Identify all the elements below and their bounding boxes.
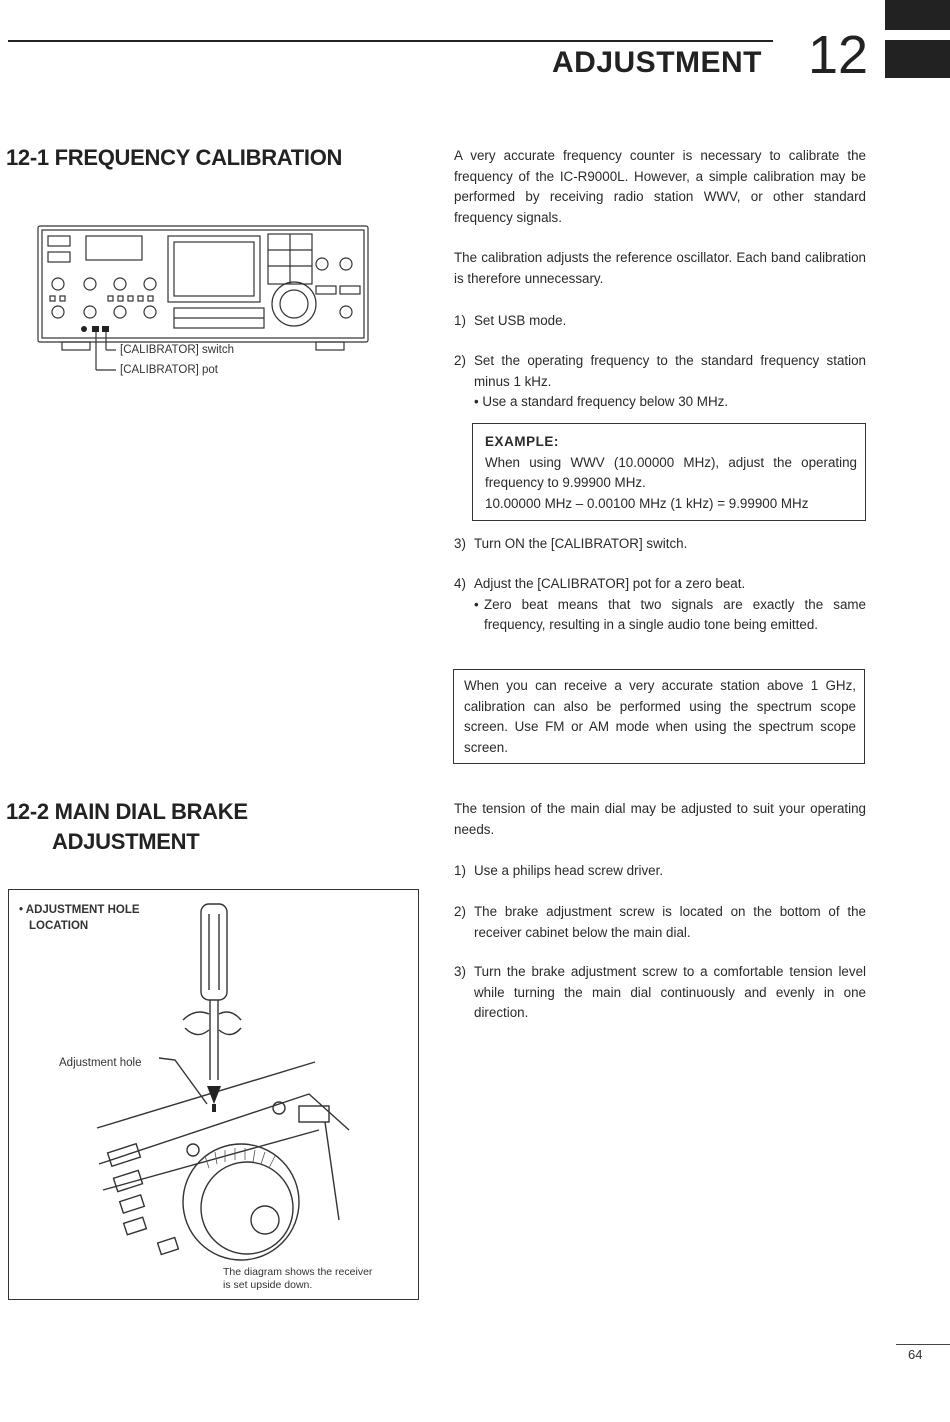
chapter-title: ADJUSTMENT — [552, 46, 763, 79]
step-number: 2) — [454, 353, 466, 368]
section1-step-2 — [454, 351, 866, 413]
step-number: 3) — [454, 964, 466, 979]
step-text: Use a philips head screw driver. — [474, 863, 664, 878]
screwdriver-dial-illustration — [9, 890, 417, 1298]
step-text: Set USB mode. — [474, 313, 567, 328]
section1-step-1 — [454, 311, 866, 332]
page-number-rule — [896, 1344, 950, 1345]
step-number: 1) — [454, 863, 466, 878]
example-line1: When using WWV (10.00000 MHz), adjust the operating frequency to 9.99900 MHz. — [485, 454, 857, 491]
section1-step-4 — [454, 574, 866, 636]
step-text: The brake adjustment screw is located on the bottom of the receiver cabinet below the main dial. — [474, 904, 866, 940]
heading-line2: ADJUSTMENT — [52, 829, 200, 854]
section1-intro: A very accurate frequency counter is necessary to calibrate the frequency of the IC-R9000L. However, a simple calibration may be performed by receiving radio station WWV, or other standard frequency signals. — [454, 148, 866, 225]
section2-intro: The tension of the main dial may be adjusted to suit your operating needs. — [454, 801, 866, 837]
adjustment-hole-figure — [8, 889, 419, 1300]
step-text: Adjust the [CALIBRATOR] pot for a zero beat. — [474, 576, 746, 591]
section2-step-1 — [454, 861, 866, 882]
note-text: When you can receive a very accurate station above 1 GHz, calibration can also be performed using the spectrum scope screen. Use FM or AM mode when using the spectrum scope screen. — [464, 678, 856, 755]
figure-title: • ADJUSTMENT HOLE LOCATION — [19, 904, 140, 932]
section1-step-3 — [454, 534, 866, 555]
step-bullet: • Zero beat means that two signals are exactly the same frequency, resulting in a single audio tone being emitted. — [474, 596, 866, 633]
heading-line1: 12-2 MAIN DIAL BRAKE — [6, 799, 248, 824]
section1-intro2: The calibration adjusts the reference oscillator. Each band calibration is therefore unnecessary. — [454, 250, 866, 286]
step-number: 2) — [454, 904, 466, 919]
section2-step-2 — [454, 902, 866, 943]
example-line2: 10.00000 MHz – 0.00100 MHz (1 kHz) = 9.99900 MHz — [485, 495, 809, 511]
section-heading-main-dial-brake — [6, 797, 248, 857]
page-number: 64 — [908, 1347, 923, 1362]
chapter-number: 12 — [808, 25, 869, 85]
section-heading-frequency-calibration: 12-1 FREQUENCY CALIBRATION — [6, 145, 343, 170]
step-number: 1) — [454, 313, 466, 328]
example-title: EXAMPLE: — [485, 434, 559, 449]
step-text: Set the operating frequency to the standard frequency station minus 1 kHz. — [474, 353, 866, 389]
section2-step-3 — [454, 962, 866, 1024]
step-bullet: • Use a standard frequency below 30 MHz. — [474, 394, 729, 410]
receiver-front-panel-figure — [36, 220, 376, 410]
note-box — [453, 669, 865, 764]
figure-caption: The diagram shows the receiver is set upside down. — [223, 1266, 373, 1291]
step-number: 4) — [454, 576, 466, 591]
adjustment-hole-label: Adjustment hole — [59, 1057, 142, 1069]
header-rule — [8, 40, 773, 42]
example-box — [472, 423, 866, 521]
step-number: 3) — [454, 536, 466, 551]
figure-label-calibrator-switch: [CALIBRATOR] switch — [120, 344, 234, 356]
step-text: Turn the brake adjustment screw to a comfortable tension level while turning the main dial continuously and evenly in one direction. — [474, 964, 866, 1021]
chapter-tab-notch — [885, 30, 950, 40]
step-text: Turn ON the [CALIBRATOR] switch. — [474, 536, 688, 551]
figure-label-calibrator-pot: [CALIBRATOR] pot — [120, 364, 218, 376]
